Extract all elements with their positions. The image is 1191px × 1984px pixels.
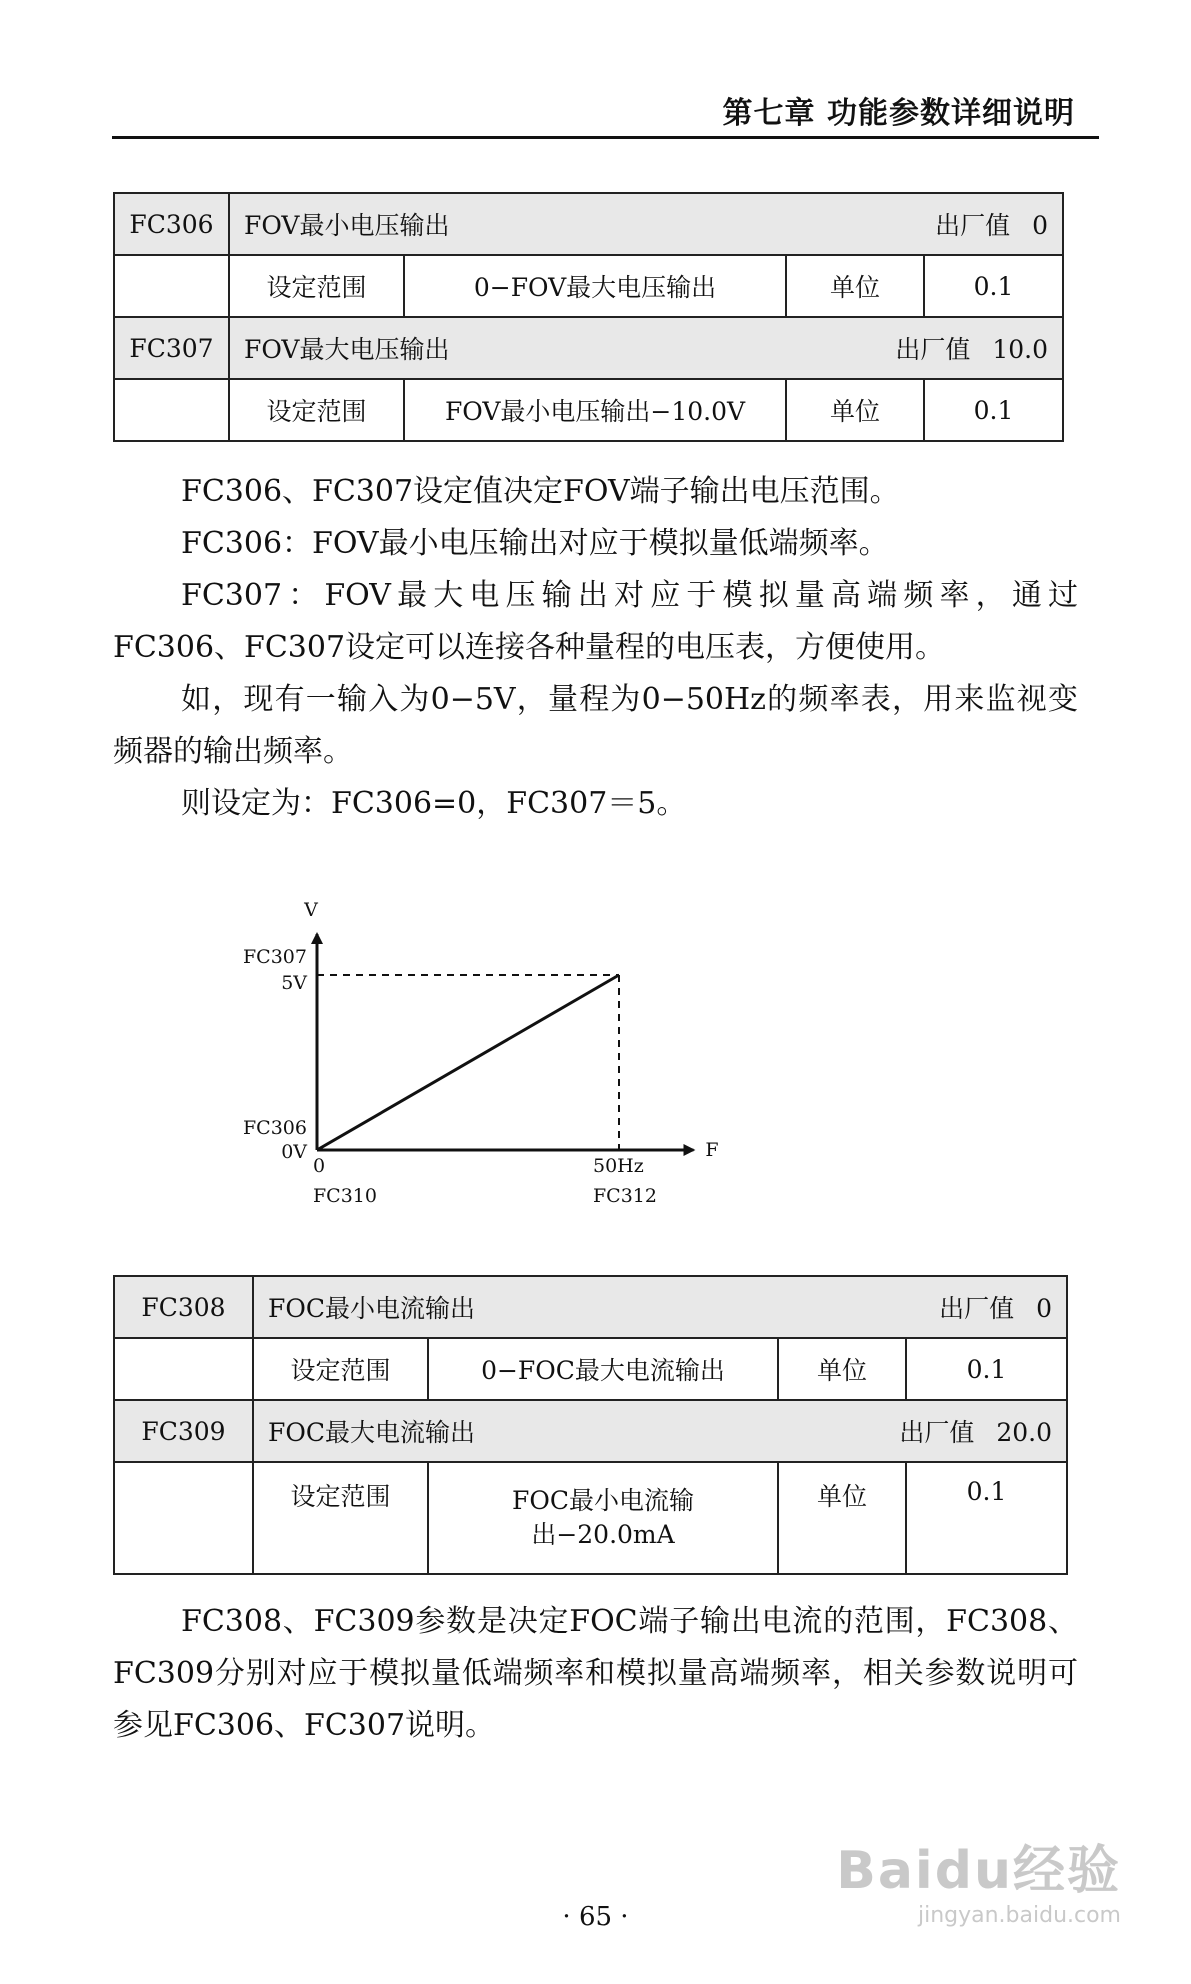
default-number: 20.0 <box>996 1418 1052 1447</box>
description-block-2 <box>113 1596 1078 1752</box>
param-range-row-fc308 <box>114 1338 1067 1400</box>
range-value: 0−FOC最大电流输出 <box>428 1338 778 1400</box>
default-value <box>895 330 1048 366</box>
empty-cell <box>114 379 229 441</box>
empty-cell <box>114 1338 253 1400</box>
range-value-line-1: FOC最小电流输 <box>512 1486 694 1515</box>
watermark-brand: Baidu经验 <box>836 1841 1121 1901</box>
y-tick-sublabel-max: FC307 <box>243 946 307 968</box>
param-name: FOV最大电压输出 <box>244 335 450 364</box>
range-label: 设定范围 <box>229 379 404 441</box>
param-name-cell <box>253 1276 1067 1338</box>
param-name: FOV最小电压输出 <box>244 211 450 240</box>
param-name-cell <box>229 317 1063 379</box>
param-name-cell <box>253 1400 1067 1462</box>
range-label: 设定范围 <box>229 255 404 317</box>
param-table-fc308-fc309 <box>113 1275 1068 1575</box>
param-range-row-fc309 <box>114 1462 1067 1574</box>
default-label: 出厂值 <box>935 211 1011 240</box>
y-tick-label-max: 5V <box>281 972 307 994</box>
param-table-fc306-fc307 <box>113 192 1064 442</box>
default-value <box>935 206 1048 242</box>
param-row-fc308 <box>114 1276 1067 1338</box>
range-value: 0−FOV最大电压输出 <box>404 255 786 317</box>
paragraph: 则设定为：FC306=0，FC307＝5。 <box>181 786 687 821</box>
unit-label: 单位 <box>778 1462 906 1574</box>
y-tick-label-min: 0V <box>281 1141 307 1163</box>
x-tick-label-max: 50Hz <box>593 1155 644 1177</box>
watermark-url: jingyan.baidu.com <box>917 1903 1121 1928</box>
param-row-fc306 <box>114 193 1063 255</box>
range-label: 设定范围 <box>253 1338 428 1400</box>
unit-value: 0.1 <box>906 1462 1067 1574</box>
default-label: 出厂值 <box>895 335 971 364</box>
param-name: FOC最小电流输出 <box>268 1294 475 1323</box>
unit-value: 0.1 <box>924 255 1063 317</box>
range-value: FOV最小电压输出−10.0V <box>404 379 786 441</box>
paragraph: FC308、FC309参数是决定FOC端子输出电流的范围，FC308、FC309分别对应于模拟量低端频率和模拟量高端频率，相关参数说明可参见FC306、FC307说明。 <box>113 1604 1078 1743</box>
paragraph: FC307：FOV最大电压输出对应于模拟量高端频率，通过FC306、FC307设定可以连接各种量程的电压表，方便使用。 <box>113 578 1078 665</box>
paragraph: FC306：FOV最小电压输出对应于模拟量低端频率。 <box>181 526 889 561</box>
range-value-line-2: 出−20.0mA <box>531 1520 675 1549</box>
param-code: FC309 <box>114 1400 253 1462</box>
range-value <box>428 1462 778 1574</box>
param-code: FC307 <box>114 317 229 379</box>
param-name: FOC最大电流输出 <box>268 1418 475 1447</box>
chapter-title: 第七章 功能参数详细说明 <box>722 96 1075 131</box>
param-code: FC308 <box>114 1276 253 1338</box>
voltage-frequency-chart <box>220 860 780 1220</box>
default-value <box>939 1289 1052 1325</box>
range-label: 设定范围 <box>253 1462 428 1574</box>
param-code: FC306 <box>114 193 229 255</box>
param-name-cell <box>229 193 1063 255</box>
param-row-fc309 <box>114 1400 1067 1462</box>
param-range-row-fc306 <box>114 255 1063 317</box>
default-label: 出厂值 <box>939 1294 1015 1323</box>
default-label: 出厂值 <box>899 1418 975 1447</box>
empty-cell <box>114 255 229 317</box>
unit-value: 0.1 <box>924 379 1063 441</box>
x-tick-sublabel-max: FC312 <box>593 1185 657 1207</box>
header-rule <box>112 136 1099 139</box>
output-voltage-line <box>317 975 619 1150</box>
unit-value: 0.1 <box>906 1338 1067 1400</box>
param-range-row-fc307 <box>114 379 1063 441</box>
default-number: 0 <box>1032 211 1048 240</box>
paragraph: 如，现有一输入为0−5V，量程为0−50Hz的频率表，用来监视变频器的输出频率。 <box>113 682 1078 769</box>
x-tick-label-min: 0 <box>313 1155 326 1177</box>
unit-label: 单位 <box>786 255 924 317</box>
default-number: 0 <box>1036 1294 1052 1323</box>
default-value <box>899 1413 1052 1449</box>
description-block-1 <box>113 466 1078 830</box>
y-tick-sublabel-min: FC306 <box>243 1117 307 1139</box>
empty-cell <box>114 1462 253 1574</box>
y-axis-label: V <box>304 899 318 921</box>
page-number: · 65 · <box>562 1902 629 1932</box>
default-number: 10.0 <box>992 335 1048 364</box>
x-tick-sublabel-min: FC310 <box>313 1185 377 1207</box>
unit-label: 单位 <box>778 1338 906 1400</box>
paragraph: FC306、FC307设定值决定FOV端子输出电压范围。 <box>181 474 900 509</box>
unit-label: 单位 <box>786 379 924 441</box>
x-axis-label: F <box>705 1139 719 1161</box>
param-row-fc307 <box>114 317 1063 379</box>
